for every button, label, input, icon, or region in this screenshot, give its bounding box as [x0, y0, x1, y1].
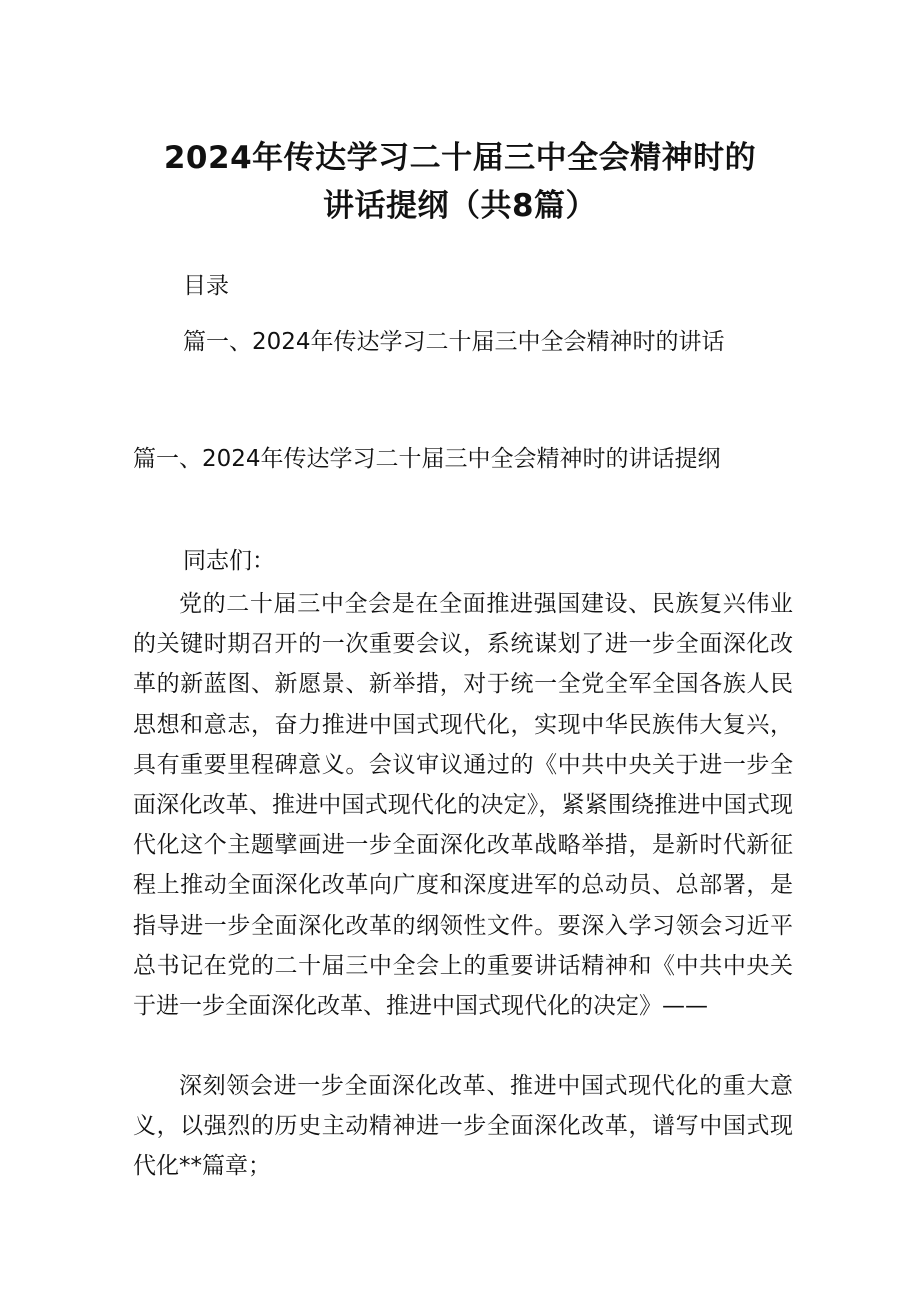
salutation: 同志们：: [183, 548, 275, 574]
section-heading: 篇一、2024年传达学习二十届三中全会精神时的讲话提纲: [133, 446, 721, 472]
toc-heading: 目录: [183, 273, 229, 299]
document-title-line-1: 2024年传达学习二十届三中全会精神时的: [163, 140, 757, 176]
toc-item[interactable]: 篇一、2024年传达学习二十届三中全会精神时的讲话: [183, 329, 725, 355]
document-title-line-2: 讲话提纲（共8篇）: [322, 188, 598, 224]
body-paragraph: 党的二十届三中全会是在全面推进强国建设、民族复兴伟业的关键时期召开的一次重要会议，系统谋划了进一步全面深化改革的新蓝图、新愿景、新举措，对于统一全党全军全国各族人民思想和意志，奋力推进中国式现代化，实现中华民族伟大复兴，具有重要里程碑意义。会议审议通过的《中共中央关于进一步全面深化改革、推进中国式现代化的决定》，紧紧围绕推进中国式现代化这个主题擘画进一步全面深化改革战略举措，是新时代新征程上推动全面深化改革向广度和深度进军的总动员、总部署，是指导进一步全面深化改革的纲领性文件。要深入学习领会习近平总书记在党的二十届三中全会上的重要讲话精神和《中共中央关于进一步全面深化改革、推进中国式现代化的决定》——: [133, 591, 793, 1020]
body-paragraph: 深刻领会进一步全面深化改革、推进中国式现代化的重大意义，以强烈的历史主动精神进一步全面深化改革，谱写中国式现代化**篇章；: [133, 1073, 793, 1180]
